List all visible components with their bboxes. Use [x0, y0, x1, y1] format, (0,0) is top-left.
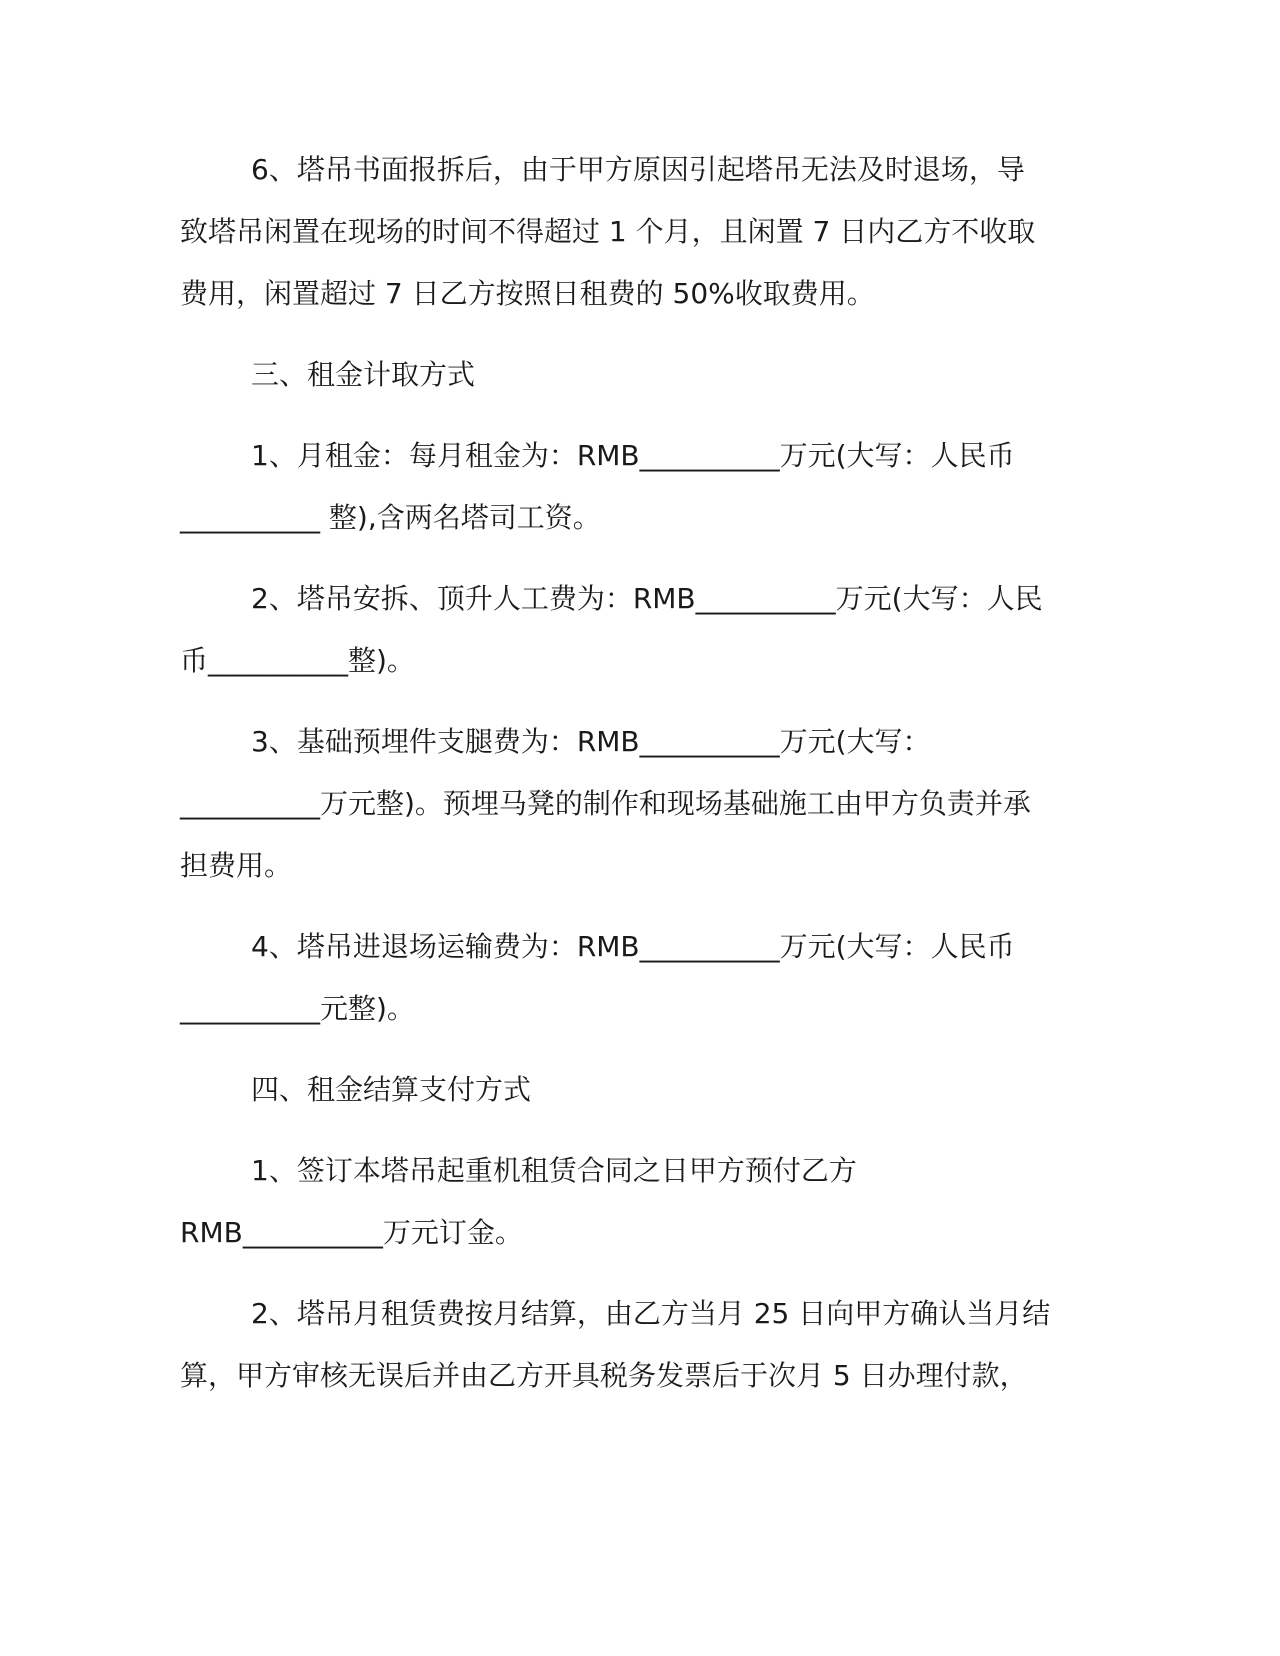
item-4-line-1: 4、塔吊进退场运输费为：RMB__________万元(大写：人民币: [251, 930, 1015, 963]
section-3-heading: 三、租金计取方式: [251, 358, 476, 391]
paragraph-6-line-2: 致塔吊闲置在现场的时间不得超过 1 个月，且闲置 7 日内乙方不收取: [180, 215, 1036, 248]
paragraph-6-line-3: 费用，闲置超过 7 日乙方按照日租费的 50%收取费用。: [180, 277, 875, 310]
paragraph-6-line-1: 6、塔吊书面报拆后，由于甲方原因引起塔吊无法及时退场，导: [251, 153, 1025, 186]
payment-2-line-1: 2、塔吊月租赁费按月结算，由乙方当月 25 日向甲方确认当月结: [251, 1297, 1051, 1330]
payment-1-line-2: RMB__________万元订金。: [180, 1216, 523, 1249]
item-2-line-2: 币__________整)。: [180, 644, 415, 677]
item-1-line-2: __________ 整),含两名塔司工资。: [180, 501, 601, 534]
payment-1-line-1: 1、签订本塔吊起重机租赁合同之日甲方预付乙方: [251, 1154, 857, 1187]
item-4-line-2: __________元整)。: [180, 992, 415, 1025]
item-3-line-2: __________万元整)。预埋马凳的制作和现场基础施工由甲方负责并承: [180, 787, 1031, 820]
item-3-line-3: 担费用。: [180, 849, 293, 882]
payment-2-line-2: 算，甲方审核无误后并由乙方开具税务发票后于次月 5 日办理付款，: [180, 1359, 1028, 1392]
section-4-heading: 四、租金结算支付方式: [251, 1073, 532, 1106]
item-3-line-1: 3、基础预埋件支腿费为：RMB__________万元(大写：: [251, 725, 931, 758]
item-2-line-1: 2、塔吊安拆、顶升人工费为：RMB__________万元(大写：人民: [251, 582, 1043, 615]
item-1-line-1: 1、月租金：每月租金为：RMB__________万元(大写：人民币: [251, 439, 1015, 472]
